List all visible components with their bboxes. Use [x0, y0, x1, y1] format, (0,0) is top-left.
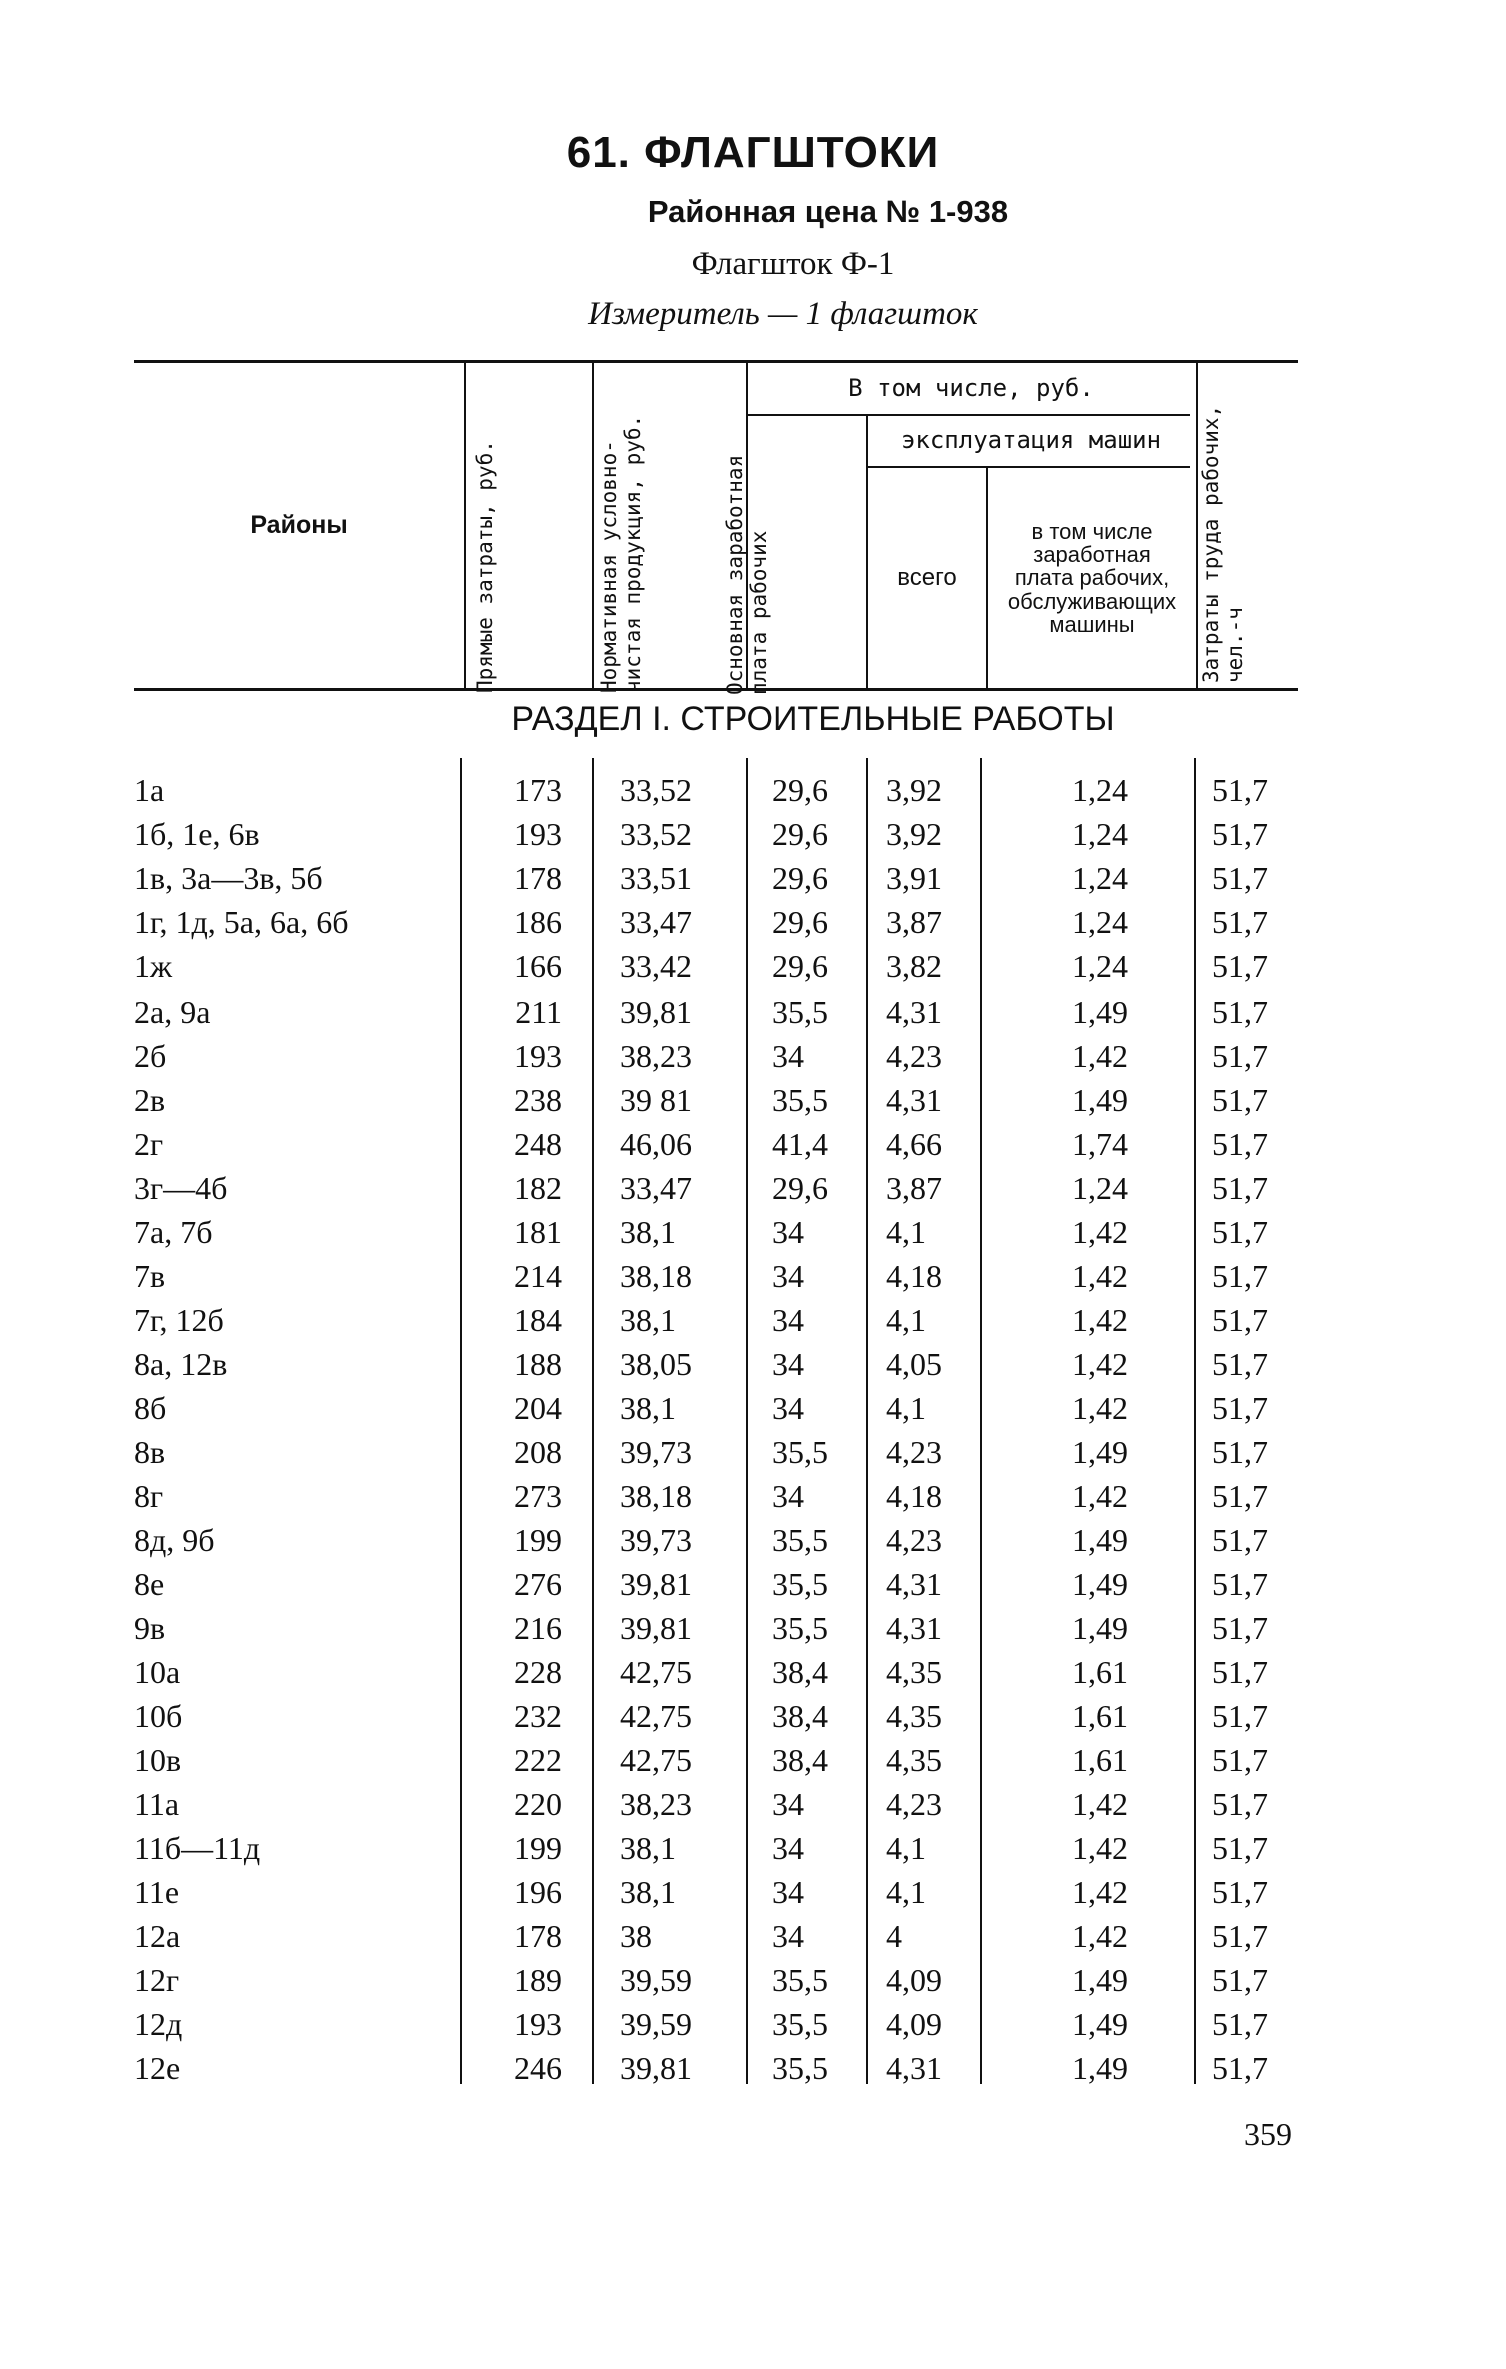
header-machine-ops: эксплуатация машин [900, 426, 1162, 455]
machine-wage-cell: 1,42 [1072, 1918, 1128, 1954]
direct-costs-cell: 193 [514, 816, 562, 852]
machine-total-cell: 4,09 [886, 2006, 942, 2042]
header-machine-wage: в том числе заработная плата рабочих, обслуживающих машины [1007, 519, 1177, 637]
direct-costs-cell: 228 [514, 1654, 562, 1690]
machine-total-cell: 4,31 [886, 1566, 942, 1602]
district-cell: 8б [134, 1390, 167, 1426]
normative-cell: 39 81 [620, 1082, 692, 1118]
district-cell: 11а [134, 1786, 180, 1822]
direct-costs-cell: 208 [514, 1434, 562, 1470]
table-row [0, 2046, 1506, 2090]
machine-total-cell: 4,09 [886, 1962, 942, 1998]
direct-costs-cell: 214 [514, 1258, 562, 1294]
direct-costs-cell: 204 [514, 1390, 562, 1426]
labor-cell: 51,7 [1212, 1258, 1268, 1294]
machine-wage-cell: 1,49 [1072, 1522, 1128, 1558]
table-row [0, 1474, 1506, 1518]
labor-cell: 51,7 [1212, 1698, 1268, 1734]
base-wage-cell: 34 [772, 1038, 804, 1074]
normative-cell: 33,42 [620, 948, 692, 984]
table-row [0, 2002, 1506, 2046]
base-wage-cell: 34 [772, 1478, 804, 1514]
header-including: В том числе, руб. [848, 374, 1094, 403]
base-wage-cell: 29,6 [772, 860, 828, 896]
normative-cell: 38,1 [620, 1830, 676, 1866]
header-districts: Районы [250, 510, 348, 539]
labor-cell: 51,7 [1212, 860, 1268, 896]
machine-total-cell: 4,23 [886, 1038, 942, 1074]
machine-total-cell: 3,91 [886, 860, 942, 896]
page-number: 359 [1244, 2116, 1292, 2152]
base-wage-cell: 34 [772, 1918, 804, 1954]
base-wage-cell: 34 [772, 1258, 804, 1294]
table-row [0, 1694, 1506, 1738]
district-cell: 1г, 1д, 5а, 6а, 6б [134, 904, 349, 940]
normative-cell: 38,1 [620, 1214, 676, 1250]
machine-wage-cell: 1,61 [1072, 1654, 1128, 1690]
labor-cell: 51,7 [1212, 1478, 1268, 1514]
district-cell: 10б [134, 1698, 183, 1734]
direct-costs-cell: 173 [514, 772, 562, 808]
normative-cell: 38,1 [620, 1390, 676, 1426]
table-row [0, 1782, 1506, 1826]
machine-wage-cell: 1,61 [1072, 1698, 1128, 1734]
direct-costs-cell: 216 [514, 1610, 562, 1646]
base-wage-cell: 29,6 [772, 904, 828, 940]
labor-cell: 51,7 [1212, 948, 1268, 984]
normative-cell: 38,1 [620, 1302, 676, 1338]
machine-wage-cell: 1,42 [1072, 1214, 1128, 1250]
direct-costs-cell: 273 [514, 1478, 562, 1514]
machine-wage-cell: 1,42 [1072, 1478, 1128, 1514]
table-row [0, 856, 1506, 900]
district-cell: 12г [134, 1962, 180, 1998]
district-cell: 12е [134, 2050, 181, 2086]
normative-cell: 33,52 [620, 772, 692, 808]
district-cell: 2в [134, 1082, 166, 1118]
base-wage-cell: 41,4 [772, 1126, 828, 1162]
labor-cell: 51,7 [1212, 1346, 1268, 1382]
table-row [0, 1914, 1506, 1958]
machine-total-cell: 4,1 [886, 1830, 926, 1866]
normative-cell: 39,73 [620, 1434, 692, 1470]
district-cell: 1в, 3а—3в, 5б [134, 860, 323, 896]
base-wage-cell: 35,5 [772, 2050, 828, 2086]
machine-total-cell: 4,31 [886, 994, 942, 1030]
machine-wage-cell: 1,24 [1072, 904, 1128, 940]
normative-cell: 39,73 [620, 1522, 692, 1558]
district-cell: 10в [134, 1742, 182, 1778]
header-divider [986, 468, 988, 688]
district-cell: 11б—11д [134, 1830, 261, 1866]
normative-cell: 39,59 [620, 1962, 692, 1998]
machine-total-cell: 4,23 [886, 1786, 942, 1822]
machine-wage-cell: 1,24 [1072, 816, 1128, 852]
header-machine-total: всего [897, 564, 957, 592]
base-wage-cell: 34 [772, 1390, 804, 1426]
normative-cell: 39,81 [620, 1566, 692, 1602]
normative-cell: 38,23 [620, 1038, 692, 1074]
labor-cell: 51,7 [1212, 1302, 1268, 1338]
direct-costs-cell: 189 [514, 1962, 562, 1998]
district-cell: 8в [134, 1434, 166, 1470]
machine-total-cell: 4,35 [886, 1698, 942, 1734]
normative-cell: 42,75 [620, 1654, 692, 1690]
direct-costs-cell: 199 [514, 1522, 562, 1558]
base-wage-cell: 34 [772, 1214, 804, 1250]
direct-costs-cell: 246 [514, 2050, 562, 2086]
labor-cell: 51,7 [1212, 1918, 1268, 1954]
labor-cell: 51,7 [1212, 1214, 1268, 1250]
machine-total-cell: 4,23 [886, 1434, 942, 1470]
normative-cell: 33,52 [620, 816, 692, 852]
labor-cell: 51,7 [1212, 772, 1268, 808]
district-cell: 12д [134, 2006, 183, 2042]
product-name: Флагшток Ф-1 [691, 246, 895, 282]
district-cell: 7г, 12б [134, 1302, 224, 1338]
table-row [0, 1606, 1506, 1650]
direct-costs-cell: 193 [514, 2006, 562, 2042]
district-cell: 2б [134, 1038, 167, 1074]
labor-cell: 51,7 [1212, 1434, 1268, 1470]
machine-total-cell: 4,1 [886, 1874, 926, 1910]
district-cell: 1а [134, 772, 165, 808]
header-divider [1196, 362, 1198, 688]
machine-wage-cell: 1,42 [1072, 1874, 1128, 1910]
header-direct-costs: Прямые затраты, руб. [473, 440, 497, 693]
table-row [0, 900, 1506, 944]
normative-cell: 39,81 [620, 1610, 692, 1646]
base-wage-cell: 34 [772, 1786, 804, 1822]
header-divider [592, 362, 594, 688]
labor-cell: 51,7 [1212, 1610, 1268, 1646]
machine-wage-cell: 1,42 [1072, 1038, 1128, 1074]
table-row [0, 1166, 1506, 1210]
machine-wage-cell: 1,49 [1072, 1566, 1128, 1602]
district-cell: 7в [134, 1258, 166, 1294]
table-row [0, 1826, 1506, 1870]
normative-cell: 33,47 [620, 904, 692, 940]
labor-cell: 51,7 [1212, 1522, 1268, 1558]
base-wage-cell: 34 [772, 1346, 804, 1382]
direct-costs-cell: 220 [514, 1786, 562, 1822]
table-row [0, 1650, 1506, 1694]
table-row [0, 944, 1506, 988]
base-wage-cell: 35,5 [772, 994, 828, 1030]
district-cell: 2г [134, 1126, 164, 1162]
machine-wage-cell: 1,49 [1072, 994, 1128, 1030]
labor-cell: 51,7 [1212, 1566, 1268, 1602]
base-wage-cell: 34 [772, 1302, 804, 1338]
district-cell: 8а, 12в [134, 1346, 228, 1382]
machine-wage-cell: 1,24 [1072, 860, 1128, 896]
table-row [0, 1738, 1506, 1782]
table-row [0, 1254, 1506, 1298]
direct-costs-cell: 199 [514, 1830, 562, 1866]
direct-costs-cell: 276 [514, 1566, 562, 1602]
section-title: РАЗДЕЛ I. СТРОИТЕЛЬНЫЕ РАБОТЫ [511, 700, 1115, 738]
machine-wage-cell: 1,42 [1072, 1390, 1128, 1426]
machine-wage-cell: 1,49 [1072, 1082, 1128, 1118]
machine-total-cell: 4,1 [886, 1302, 926, 1338]
machine-wage-cell: 1,42 [1072, 1786, 1128, 1822]
machine-wage-cell: 1,42 [1072, 1302, 1128, 1338]
district-cell: 10а [134, 1654, 181, 1690]
direct-costs-cell: 211 [515, 994, 562, 1030]
normative-cell: 42,75 [620, 1742, 692, 1778]
table-row [0, 1122, 1506, 1166]
machine-total-cell: 3,87 [886, 1170, 942, 1206]
district-cell: 3г—4б [134, 1170, 228, 1206]
normative-cell: 38 [620, 1918, 652, 1954]
normative-cell: 33,47 [620, 1170, 692, 1206]
table-row [0, 990, 1506, 1034]
labor-cell: 51,7 [1212, 2050, 1268, 2086]
normative-cell: 46,06 [620, 1126, 692, 1162]
district-cell: 7а, 7б [134, 1214, 213, 1250]
base-wage-cell: 29,6 [772, 948, 828, 984]
machine-total-cell: 4,05 [886, 1346, 942, 1382]
base-wage-cell: 38,4 [772, 1698, 828, 1734]
labor-cell: 51,7 [1212, 1654, 1268, 1690]
machine-total-cell: 4,1 [886, 1214, 926, 1250]
machine-wage-cell: 1,49 [1072, 2006, 1128, 2042]
base-wage-cell: 35,5 [772, 1566, 828, 1602]
direct-costs-cell: 238 [514, 1082, 562, 1118]
header-normative-product: Нормативная условно-чистая продукция, руб. [597, 414, 646, 693]
labor-cell: 51,7 [1212, 1126, 1268, 1162]
base-wage-cell: 29,6 [772, 772, 828, 808]
table-row [0, 812, 1506, 856]
normative-cell: 38,1 [620, 1874, 676, 1910]
normative-cell: 39,81 [620, 994, 692, 1030]
direct-costs-cell: 182 [514, 1170, 562, 1206]
table-row [0, 1562, 1506, 1606]
direct-costs-cell: 166 [514, 948, 562, 984]
machine-total-cell: 4,35 [886, 1742, 942, 1778]
direct-costs-cell: 248 [514, 1126, 562, 1162]
machine-total-cell: 4,23 [886, 1522, 942, 1558]
direct-costs-cell: 184 [514, 1302, 562, 1338]
direct-costs-cell: 232 [514, 1698, 562, 1734]
labor-cell: 51,7 [1212, 1170, 1268, 1206]
machine-total-cell: 4,35 [886, 1654, 942, 1690]
machine-total-cell: 3,92 [886, 816, 942, 852]
machine-total-cell: 4,18 [886, 1258, 942, 1294]
machine-wage-cell: 1,74 [1072, 1126, 1128, 1162]
table-row [0, 1078, 1506, 1122]
table-row [0, 1034, 1506, 1078]
direct-costs-cell: 222 [514, 1742, 562, 1778]
machine-wage-cell: 1,61 [1072, 1742, 1128, 1778]
district-cell: 1ж [134, 948, 173, 984]
labor-cell: 51,7 [1212, 1786, 1268, 1822]
direct-costs-cell: 196 [514, 1874, 562, 1910]
normative-cell: 39,81 [620, 2050, 692, 2086]
labor-cell: 51,7 [1212, 1038, 1268, 1074]
machine-wage-cell: 1,24 [1072, 948, 1128, 984]
district-cell: 11е [134, 1874, 180, 1910]
labor-cell: 51,7 [1212, 904, 1268, 940]
machine-total-cell: 4,1 [886, 1390, 926, 1426]
base-wage-cell: 34 [772, 1874, 804, 1910]
machine-total-cell: 4 [886, 1918, 902, 1954]
table-row [0, 1342, 1506, 1386]
direct-costs-cell: 181 [514, 1214, 562, 1250]
machine-total-cell: 3,82 [886, 948, 942, 984]
header-base-wage: Основная заработная плата рабочих [723, 454, 772, 695]
district-cell: 1б, 1е, 6в [134, 816, 260, 852]
labor-cell: 51,7 [1212, 1742, 1268, 1778]
normative-cell: 38,18 [620, 1258, 692, 1294]
unit-of-measure: Измеритель — 1 флагшток [588, 296, 978, 332]
base-wage-cell: 35,5 [772, 1522, 828, 1558]
machine-total-cell: 4,18 [886, 1478, 942, 1514]
machine-wage-cell: 1,42 [1072, 1258, 1128, 1294]
machine-total-cell: 3,87 [886, 904, 942, 940]
machine-total-cell: 4,31 [886, 2050, 942, 2086]
normative-cell: 38,18 [620, 1478, 692, 1514]
labor-cell: 51,7 [1212, 1390, 1268, 1426]
machine-total-cell: 3,92 [886, 772, 942, 808]
machine-wage-cell: 1,42 [1072, 1346, 1128, 1382]
header-divider [464, 362, 466, 688]
price-subtitle: Районная цена № 1-938 [647, 194, 1009, 229]
header-labor-costs: Затраты труда рабочих, чел.-ч [1199, 404, 1248, 683]
normative-cell: 39,59 [620, 2006, 692, 2042]
machine-wage-cell: 1,24 [1072, 1170, 1128, 1206]
table-row [0, 1430, 1506, 1474]
machine-wage-cell: 1,24 [1072, 772, 1128, 808]
base-wage-cell: 35,5 [772, 1962, 828, 1998]
district-cell: 8е [134, 1566, 165, 1602]
direct-costs-cell: 178 [514, 1918, 562, 1954]
district-cell: 9в [134, 1610, 166, 1646]
base-wage-cell: 35,5 [772, 1082, 828, 1118]
district-cell: 2а, 9а [134, 994, 211, 1030]
table-row [0, 1518, 1506, 1562]
district-cell: 8г [134, 1478, 164, 1514]
machine-total-cell: 4,31 [886, 1082, 942, 1118]
machine-wage-cell: 1,42 [1072, 1830, 1128, 1866]
table-row [0, 1386, 1506, 1430]
machine-total-cell: 4,66 [886, 1126, 942, 1162]
table-row [0, 1298, 1506, 1342]
labor-cell: 51,7 [1212, 1962, 1268, 1998]
labor-cell: 51,7 [1212, 1874, 1268, 1910]
labor-cell: 51,7 [1212, 816, 1268, 852]
base-wage-cell: 29,6 [772, 1170, 828, 1206]
machine-total-cell: 4,31 [886, 1610, 942, 1646]
base-wage-cell: 35,5 [772, 2006, 828, 2042]
base-wage-cell: 35,5 [772, 1434, 828, 1470]
labor-cell: 51,7 [1212, 2006, 1268, 2042]
base-wage-cell: 38,4 [772, 1742, 828, 1778]
base-wage-cell: 35,5 [772, 1610, 828, 1646]
base-wage-cell: 34 [772, 1830, 804, 1866]
table-row [0, 768, 1506, 812]
base-wage-cell: 29,6 [772, 816, 828, 852]
normative-cell: 38,05 [620, 1346, 692, 1382]
district-cell: 8д, 9б [134, 1522, 215, 1558]
direct-costs-cell: 186 [514, 904, 562, 940]
page-title: 61. ФЛАГШТОКИ [566, 128, 940, 177]
labor-cell: 51,7 [1212, 1082, 1268, 1118]
direct-costs-cell: 178 [514, 860, 562, 896]
machine-wage-cell: 1,49 [1072, 2050, 1128, 2086]
labor-cell: 51,7 [1212, 1830, 1268, 1866]
table-row [0, 1870, 1506, 1914]
table-row [0, 1958, 1506, 2002]
table-row [0, 1210, 1506, 1254]
normative-cell: 42,75 [620, 1698, 692, 1734]
machine-wage-cell: 1,49 [1072, 1962, 1128, 1998]
machine-wage-cell: 1,49 [1072, 1434, 1128, 1470]
machine-wage-cell: 1,49 [1072, 1610, 1128, 1646]
district-cell: 12а [134, 1918, 181, 1954]
normative-cell: 33,51 [620, 860, 692, 896]
labor-cell: 51,7 [1212, 994, 1268, 1030]
normative-cell: 38,23 [620, 1786, 692, 1822]
direct-costs-cell: 188 [514, 1346, 562, 1382]
base-wage-cell: 38,4 [772, 1654, 828, 1690]
direct-costs-cell: 193 [514, 1038, 562, 1074]
